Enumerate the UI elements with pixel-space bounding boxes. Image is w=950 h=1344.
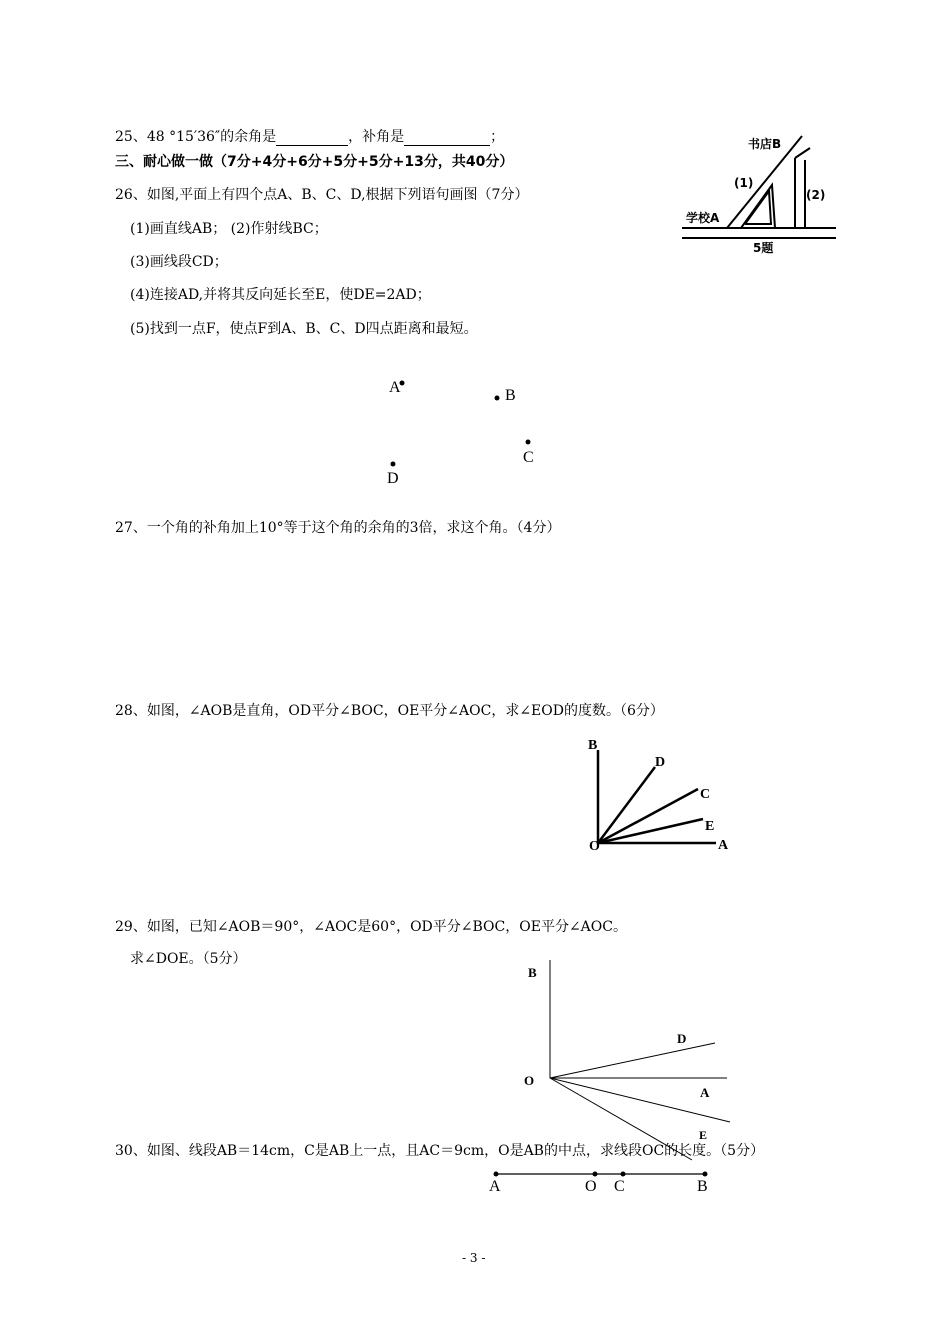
- q30-point-b: [703, 1172, 708, 1177]
- q29-line-1: 29、如图，已知∠AOB＝90°，∠AOC是60°，OD平分∠BOC，OE平分∠AOC。: [115, 919, 627, 935]
- q30-label-c: C: [614, 1178, 625, 1195]
- q26-title: 26、如图,平面上有四个点A、B、C、D,根据下列语句画图（7分）: [115, 187, 529, 203]
- q26-label-c: C: [523, 449, 534, 466]
- fig5-bookstore-label: 书店B: [748, 137, 782, 151]
- q29-line-2: 求∠DOE。（5分）: [130, 951, 247, 967]
- fig5-route-1-label: (1): [734, 176, 754, 190]
- q25-suffix: ；: [490, 129, 505, 145]
- q30-text: 30、如图、线段AB＝14cm，C是AB上一点，且AC＝9cm，O是AB的中点，求线段OC的长度。（5分）: [115, 1143, 765, 1159]
- q26-item-4: (5)找到一点F，使点F到A、B、C、D四点距离和最短。: [130, 321, 478, 337]
- q28-text: 28、如图，∠AOB是直角，OD平分∠BOC，OE平分∠AOC，求∠EOD的度数。（6分）: [115, 703, 664, 719]
- q27-text: 27、一个角的补角加上10°等于这个角的余角的3倍，求这个角。（4分）: [115, 520, 561, 536]
- q26-item-3: (4)连接AD,并将其反向延长至E，使DE=2AD；: [130, 287, 431, 303]
- q30-label-a: A: [489, 1178, 501, 1195]
- q29-label-o: O: [524, 1073, 535, 1088]
- q29-label-e: E: [699, 1128, 708, 1142]
- q28-label-d: D: [655, 755, 666, 770]
- q28-label-a: A: [718, 838, 729, 853]
- q25-prefix: 25、48 °15′36″的余角是: [115, 129, 277, 145]
- q30-label-o: O: [585, 1178, 597, 1195]
- section-3-heading: 三、耐心做一做（7分+4分+6分+5分+5分+13分，共40分）: [115, 154, 514, 170]
- q30-point-o: [593, 1172, 598, 1177]
- q26-label-a: A: [389, 379, 401, 396]
- fig5-school-label: 学校A: [686, 211, 720, 225]
- q28-label-o: O: [589, 839, 600, 854]
- q28-label-e: E: [705, 819, 715, 834]
- q28-label-b: B: [588, 738, 598, 753]
- q29-label-d: D: [677, 1031, 687, 1046]
- q29-label-b: B: [528, 965, 537, 980]
- q30-point-a: [494, 1172, 499, 1177]
- q26-label-d: D: [387, 470, 399, 487]
- page-number: - 3 -: [462, 1251, 486, 1265]
- q26-item-2: (3)画线段CD；: [130, 254, 228, 270]
- q25-mid: ，补角是: [348, 129, 405, 145]
- q30-label-b: B: [697, 1178, 708, 1195]
- fig5-route-2-label: (2): [806, 188, 826, 202]
- q26-item-1: (1)画直线AB； (2)作射线BC；: [130, 221, 328, 237]
- q29-label-a: A: [700, 1085, 710, 1100]
- q26-label-b: B: [505, 387, 516, 404]
- fig5-caption: 5题: [753, 241, 774, 255]
- q30-point-c: [621, 1172, 626, 1177]
- q28-label-c: C: [700, 787, 711, 802]
